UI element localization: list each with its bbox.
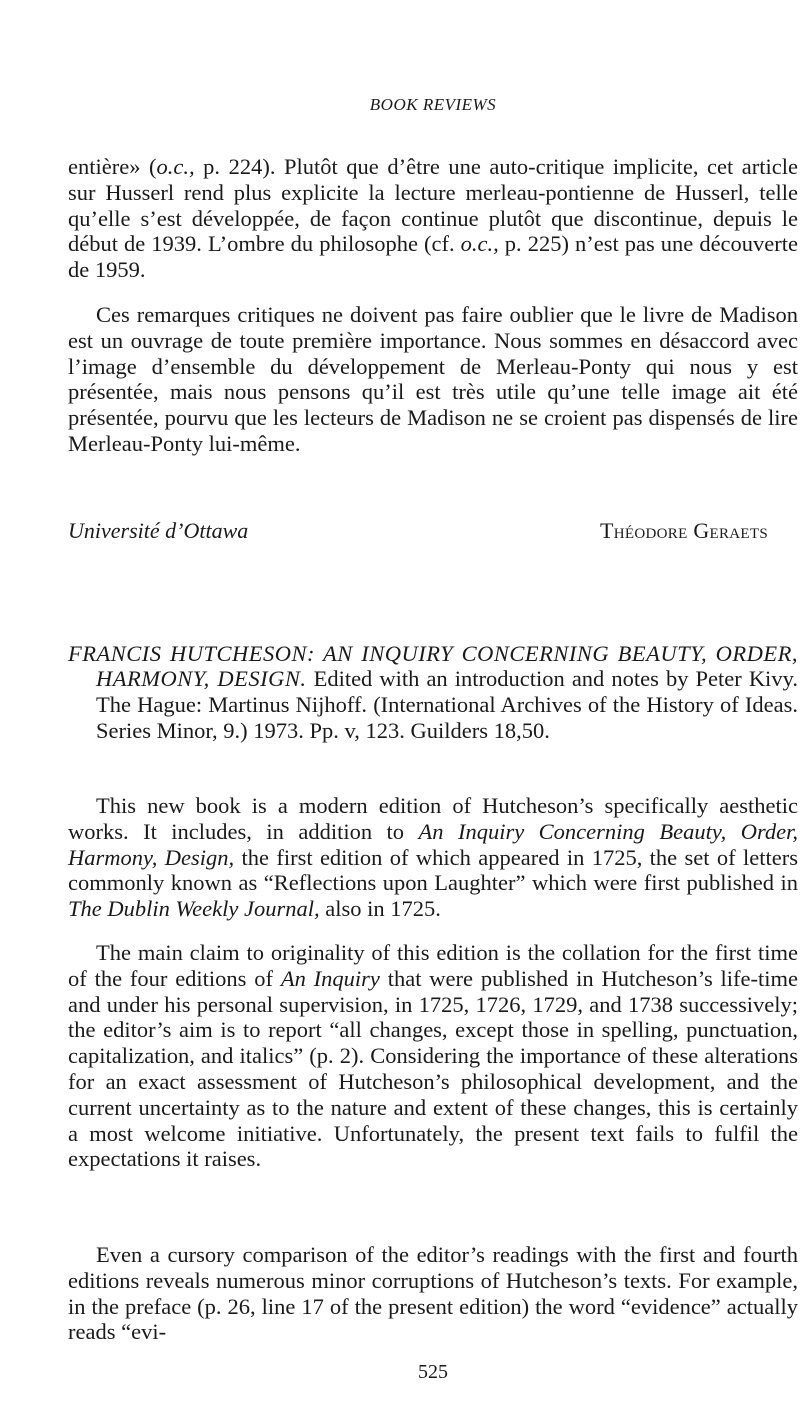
- reviewer-signature: [68, 518, 768, 544]
- book-title: FRANCIS HUTCHESON: AN INQUIRY CONCERNING BEAUTY, ORDER, HARMONY, DESIGN.: [68, 640, 798, 692]
- review-paragraph-1: This new book is a modern edition of Hutcheson’s specifically aesthetic works. It includes, in addition to An Inquiry Concerning Beauty, Order, Harmony, Design, the first edition of which appeared in 1725, the set of letters commonly known as “Reflections upon Laughter” which were first published in The Dublin Weekly Journal, also in 1725.: [68, 793, 798, 922]
- review-paragraph-3: Even a cursory comparison of the editor’s readings with the first and fourth editions reveals numerous minor corruptions of Hutcheson’s texts. For example, in the preface (p. 26, line 17 of the present edition) the word “evidence” actually reads “evi-: [68, 1242, 798, 1345]
- reviewer-name: Théodore Geraets: [600, 518, 768, 543]
- book-details: Edited with an introduction and notes by Peter Kivy. The Hague: Martinus Nijhoff. (International Archives of the History of Ideas. Series Minor, 9.) 1973. Pp. v, 123. Guilders 18,50.: [96, 666, 798, 743]
- review-bibliographic-heading: [68, 641, 798, 744]
- review-paragraph-2: The main claim to originality of this edition is the collation for the first time of the four editions of An Inquiry that were published in Hutcheson’s life-time and under his personal supervision, in 1725, 1726, 1729, and 1738 successively; the editor’s aim is to report “all changes, except those in spelling, punctuation, capitalization, and italics” (p. 2). Considering the importance of these alterations for an exact assessment of Hutcheson’s philosophical development, and the current uncertainty as to the nature and extent of these changes, this is certainly a most welcome initiative. Unfortunately, the present text fails to fulfil the expectations it raises.: [68, 940, 798, 1172]
- running-head: BOOK REVIEWS: [369, 95, 497, 114]
- prev-review-paragraph-1: entière» (o.c., p. 224). Plutôt que d’être une auto-critique implicite, cet article sur Husserl rend plus explicite la lecture merleau-pontienne de Husserl, telle qu’elle s’est développée, de façon continue plutôt que discontinue, depuis le début de 1939. L’ombre du philosophe (cf. o.c., p. 225) n’est pas une découverte de 1959.: [68, 154, 799, 283]
- reviewer-affiliation: Université d’Ottawa: [68, 518, 249, 543]
- prev-review-paragraph-2: Ces remarques critiques ne doivent pas faire oublier que le livre de Madison est un ouvrage de toute première importance. Nous sommes en désaccord avec l’image d’ensemble du développement de Merleau-Ponty qui nous y est présentée, mais nous pensons qu’il est très utile qu’une telle image ait été présentée, pourvu que les lecteurs de Madison ne se croient pas dispensés de lire Merleau-Ponty lui-même.: [68, 302, 798, 456]
- page-number: 525: [418, 1361, 448, 1383]
